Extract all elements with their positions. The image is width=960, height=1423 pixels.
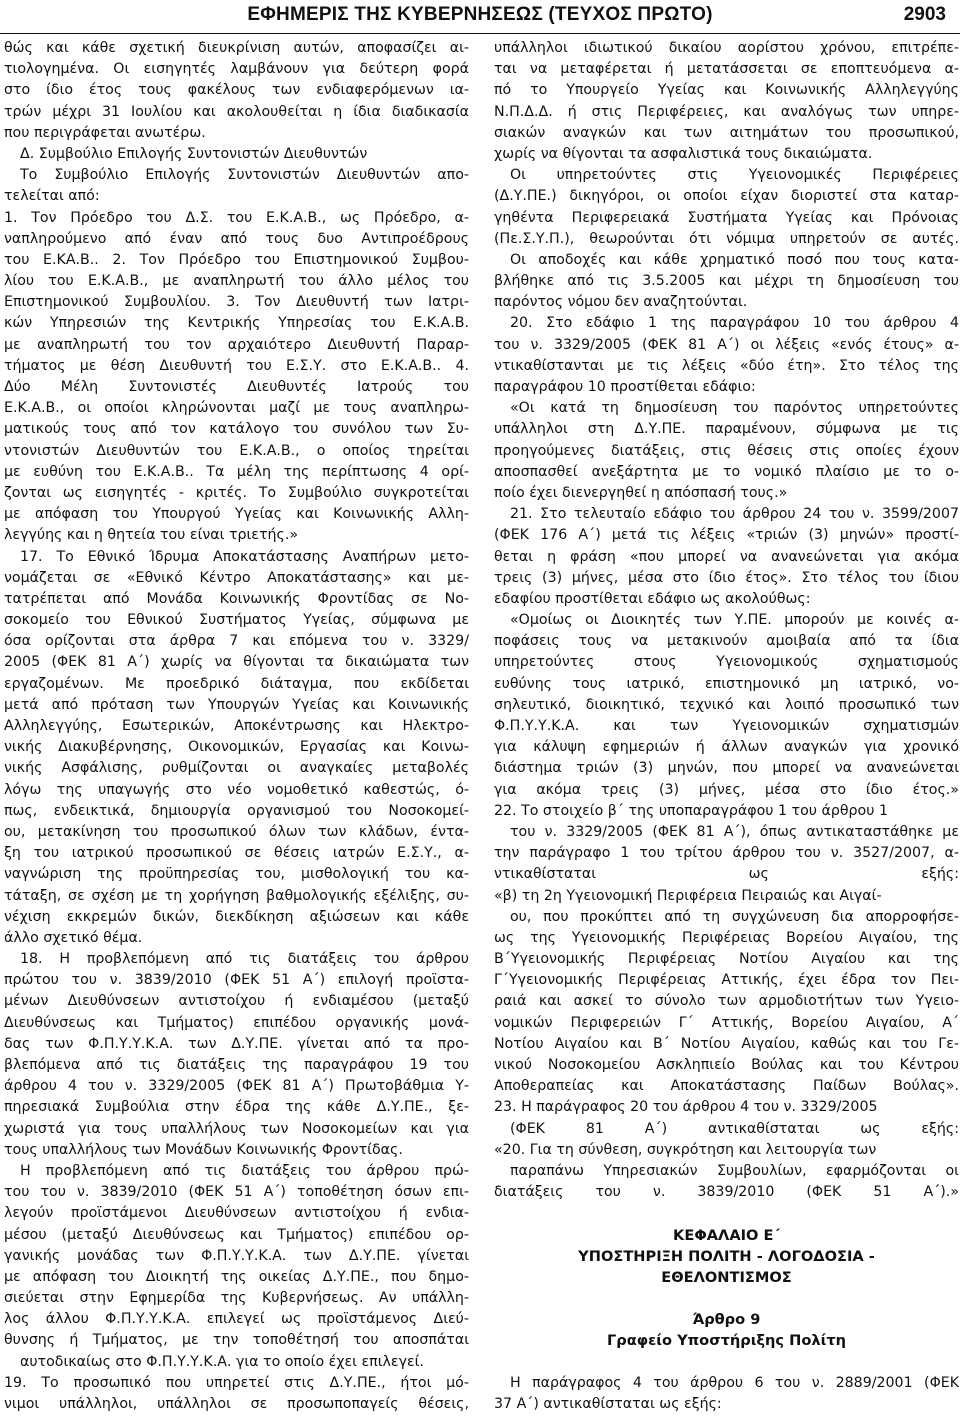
text-line: πρώτου του ν. 3839/2010 (ΦΕΚ 51 Α΄) επιλογή προϊστα- [4, 972, 469, 989]
text-line: νικής Ασφάλισης, ρυθμίζονται οι αναγκαίες μεταβολές [4, 760, 469, 777]
text-line: (ΦΕΚ 81 Α΄) αντικαθίσταται ως εξής: [510, 1120, 959, 1137]
text-line: σιακών αναγκών και των αιτημάτων του προσωπικού, [494, 124, 959, 141]
text-line: 22. Το στοιχείο β΄ της υποπαραγράφου 1 του άρθρου 1 [494, 802, 888, 819]
text-line: στο ίδιο έτος τους φακέλους των ενδιαφερόμενων ια- [4, 82, 469, 99]
spacer [494, 1288, 959, 1309]
text-line: χωρίς να θίγονται τα ασφαλιστικά τους δικαιώματα. [494, 145, 873, 162]
text-line: εργαζομένων. Με προεδρικό διάταγμα, που εκδίδεται [4, 675, 469, 692]
text-line: του Ε.ΚΑ.Β.. 2. Τον Πρόεδρο του Επιστημονικού Συμβου- [4, 251, 469, 268]
text-line: νέχιση εκκρεμών δικών, διεκδίκηση αξιώσεων και κάθε [4, 908, 469, 925]
text-line: λεγγύης και η θητεία του είναι τριετής.» [4, 527, 299, 544]
text-line: για ακόμα τρεις (3) μήνες, μέσα στο ίδιο έτος.» [494, 781, 959, 798]
text-line: 19. Το προσωπικό που υπηρετεί στις Δ.Υ.ΠΕ., ήτοι μό- [4, 1374, 469, 1391]
text-line: διατάξεις του ν. 3839/2010 (ΦΕΚ 51 Α΄).» [494, 1184, 959, 1201]
text-line: 1. Τον Πρόεδρο του Δ.Σ. του Ε.Κ.Α.Β., ως Πρόεδρο, α- [4, 209, 469, 226]
text-line: που περιγράφεται ανωτέρω. [4, 124, 206, 141]
paragraph-line: 37 Α΄) αντικαθίσταται ως εξής: [494, 1396, 722, 1412]
spacer [494, 1352, 959, 1373]
text-line: ντικαθίστανται με τις λέξεις «δύο έτη». Στο τέλος της [494, 357, 959, 374]
text-line: 23. Η παράγραφος 20 του άρθρου 4 του ν. 3329/2005 [494, 1099, 878, 1116]
text-line: νομάζεται σε «Εθνικό Κέντρο Αποκατάστασης» και με- [4, 569, 469, 586]
text-line: λίου του Ε.Κ.Α.Β., με αναπληρωτή του άλλο μέλος του [4, 273, 469, 290]
text-line: (ΦΕΚ 176 Α΄) μετά τις λέξεις «τριών (3) μηνών» προστί- [494, 527, 959, 544]
text-line: (Πε.Σ.Υ.Π.), θεωρούνται ότι νόμιμα υπηρετούν σε αυτές. [494, 230, 959, 247]
text-line: «β) τη 2η Υγειονομική Περιφέρεια Πειραιώς και Αιγαί- [494, 887, 882, 904]
text-line: Ε.Κ.Α.Β., οι οποίοι κληρώνονται μαζί με τους αναπληρω- [4, 400, 469, 417]
text-line: διάστημα τριών (3) μηνών, που μπορεί να ανανεώνεται [494, 760, 959, 777]
text-line: Φ.Π.Υ.Υ.Κ.Α. και των Υγειονομικών σχηματισμών [494, 718, 959, 734]
text-line: ναγνώριση της προϋπηρεσίας του, μισθολογική του κα- [4, 866, 469, 883]
text-line: λεγούν προϊστάμενοι Διευθύνσεων αντιστοίχου ή ενδια- [4, 1205, 469, 1222]
chapter-title: ΥΠΟΣΤΗΡΙΞΗ ΠΟΛΙΤΗ - ΛΟΓΟΔΟΣΙΑ - [578, 1247, 875, 1265]
text-line: πηρεσιακά Συμβούλια στην έδρα της κάθε Δ.Υ.ΠΕ., ξε- [4, 1099, 469, 1116]
text-line: Το Συμβούλιο Επιλογής Συντονιστών Διευθυντών απο- [20, 167, 469, 184]
text-line: του του ν. 3839/2010 (ΦΕΚ 51 Α΄) τοποθέτηση όσων επι- [4, 1184, 469, 1201]
text-line: ραιά και ασκεί το σύνολο των αρμοδιοτήτων των Υγειο- [494, 993, 959, 1010]
text-line: βλεπόμενα από τις διατάξεις της παραγράφου 19 του [4, 1057, 469, 1073]
chapter-title: ΕΘΕΛΟΝΤΙΣΜΟΣ [661, 1268, 792, 1286]
spacer [494, 1203, 959, 1224]
text-line: ποφάσεις τους να μετακινούν αμοιβαία από τα ίδια [494, 633, 959, 650]
text-line: τήματος με θέση Διευθυντή του Ε.Σ.Υ. στο Ε.Κ.Α.Β.. 4. [4, 357, 469, 374]
page-header [0, 0, 960, 36]
text-line: Επιστημονικού Συμβουλίου. 3. Τον Διευθυντή των Ιατρι- [4, 294, 469, 311]
text-line: 2005 (ΦΕΚ 81 Α΄) χωρίς να θίγονται τα δικαιώματα των [4, 654, 469, 671]
text-line: γανικής μονάδας των Φ.Π.Υ.Υ.Κ.Α. των Δ.Υ.ΠΕ. γίνεται [4, 1247, 469, 1264]
text-line: Οι αποδοχές και κάθε χρηματικό ποσό που τους κατα- [510, 251, 959, 268]
text-line: ευθύνης τους ιατρικό, επιστημονικό μη ιατρικό, νο- [494, 675, 959, 692]
text-line: 18. Η προβλεπόμενη από τις διατάξεις του άρθρου [20, 951, 469, 968]
text-line: γηθέντα Περιφερειακά Συστήματα Υγείας και Πρόνοιας [494, 209, 959, 226]
text-line: την παράγραφο 1 του τρίτου άρθρου του ν. 3527/2007, α- [494, 845, 959, 862]
text-line: Η προβλεπόμενη από τις διατάξεις του άρθρου πρώ- [20, 1162, 469, 1179]
text-line: «Οι κατά τη δημοσίευση του παρόντος υπηρετούντες [510, 400, 959, 417]
text-line: άλλο σχετικό θέμα. [4, 929, 143, 946]
text-line: βλήθηκε από τις 3.5.2005 και μέχρι τη δημοσίευση του [494, 273, 959, 290]
text-line: νικού Νοσοκομείου Ασκληπιείο Βούλας και του Κέντρου [494, 1057, 959, 1073]
text-line: μένων Διευθύνσεων αντιστοίχου ή ενδιαμέσου (μεταξύ [4, 993, 469, 1010]
text-line: νομικών Περιφερειών Γ΄ Αττικής, Βορείου Αιγαίου, Α΄ [494, 1014, 959, 1031]
text-line: ντονιστών Διευθυντών του Ε.Κ.Α.Β., ο οποίος τηρείται [4, 442, 469, 459]
text-line: νικής Διακυβέρνησης, Οικονομικών, Εργασίας και Κοινω- [4, 739, 469, 756]
text-line: δας των Φ.Π.Υ.Υ.Κ.Α. των Δ.Υ.ΠΕ. γίνεται από τα προ- [4, 1035, 469, 1052]
text-line: υπάλληλοι στη Δ.Υ.ΠΕ. παραμένουν, σύμφωνα με τις [494, 421, 959, 438]
text-line: πως, ενδεικτικά, δημιουργία οργανισμού του Νοσοκομεί- [4, 802, 469, 819]
text-line: Β΄Υγειονομικής Περιφέρειας Νοτίου Αιγαίου και της [494, 951, 959, 968]
text-line: με ευθύνη του Ε.Κ.Α.Β.. Τα μέλη της περίπτωσης 4 ορί- [4, 463, 469, 480]
right-column [494, 38, 959, 1415]
text-line: για κάλυψη εφημεριών ή άλλων αναγκών για χρονικό [494, 739, 959, 756]
text-line: Οι υπηρετούντες στις Υγειονομικές Περιφέρειες [510, 167, 959, 184]
text-line: λόγω της υπαγωγής στο νέο νομοθετικό καθεστώς, ό- [4, 781, 469, 798]
text-line: με απόφαση του Υπουργού Υγείας και Κοινωνικής Αλλη- [4, 506, 469, 523]
text-line: παραπάνω Υπηρεσιακών Συμβουλίων, εφαρμόζονται οι [510, 1162, 959, 1179]
text-line: με απόφαση του Διοικητή της οικείας Δ.Υ.ΠΕ., που δημο- [4, 1268, 469, 1285]
text-line: σηλευτικό, διοικητικό, τεχνικό και λοιπό προσωπικό των [494, 696, 959, 713]
article-title: Γραφείο Υποστήριξης Πολίτη [606, 1332, 847, 1350]
text-line: πό το Υπουργείο Υγείας και Κοινωνικής Αλληλεγγύης [494, 82, 959, 99]
text-line: 17. Το Εθνικό Ίδρυμα Αποκατάστασης Αναπήρων μετο- [20, 548, 469, 565]
chapter-heading: ΚΕΦΑΛΑΙΟ Ε΄ [673, 1226, 780, 1244]
text-line: Νοτίου Αιγαίου και Β΄ Νοτίου Αιγαίου, καθώς και του Γε- [494, 1035, 959, 1052]
article-number: Άρθρο 9 [692, 1311, 761, 1329]
text-line: προηγούμενες διατάξεις, στις θέσεις στις οποίες έχουν [494, 442, 959, 459]
paragraph-line: Η παράγραφος 4 του άρθρου 6 του ν. 2889/2001 (ΦΕΚ [510, 1374, 959, 1391]
text-line: παρόντος νόμου δεν αναζητούνται. [494, 294, 748, 311]
text-line: «Ομοίως οι Διοικητές των Υ.ΠΕ. μπορούν με κοινές α- [510, 612, 959, 629]
text-line: μέσου (μεταξύ Διευθύνσεως και Τμήματος) επιπέδου ορ- [4, 1226, 469, 1243]
text-line: Αλληλεγγύης, Εσωτερικών, Αποκέντρωσης και Ηλεκτρο- [4, 718, 469, 734]
left-column [4, 38, 469, 1415]
text-line: αποσπασθεί ανεξάρτητα με το νομικό πλαίσιο με το ο- [494, 463, 959, 480]
text-line: τρών μέχρι 31 Ιουλίου και ακολουθείται η ίδια διαδικασία [4, 103, 469, 120]
text-line: Δύο Μέλη Συντονιστές Διευθυντές Ιατρούς του [4, 379, 469, 395]
text-line: τελείται από: [4, 188, 100, 205]
text-line: ται να μεταφέρεται ή μετατάσσεται σε εποπτευόμενα α- [494, 61, 959, 78]
text-line: σιεύεται στην Εφημερίδα της Κυβερνήσεως. Αν υπάλλη- [4, 1290, 469, 1307]
text-line: ου, μετακίνηση του προσωπικού όλων των κλάδων, έντα- [4, 823, 469, 840]
text-line: ζονται ως εισηγητές - κριτές. Το Συμβούλιο συγκροτείται [4, 484, 469, 501]
text-line: θυνσης ή Τμήματος, με την τοποθέτησή του αποσπάται [4, 1332, 469, 1349]
text-line: παραγράφου 10 προστίθεται εδάφιο: [494, 379, 756, 395]
text-line: Ν.Π.Δ.Δ. ή στις Περιφέρειες, και αναλόγως των υπηρε- [494, 103, 959, 120]
text-line: 21. Στο τελευταίο εδάφιο του άρθρου 24 του ν. 3599/2007 [510, 506, 959, 523]
page-number: 2903 [903, 4, 946, 25]
text-line: τάταξη, σε σχέση με τη χορήγηση βαθμολογικής εξέλιξης, συ- [4, 887, 469, 904]
text-line: ποίο έχει διενεργηθεί η απόσπασή τους.» [494, 484, 788, 501]
text-line: με αναπληρωτή του τον αρχαιότερο Διευθυντή Παραρ- [4, 336, 469, 353]
text-line: «20. Για τη σύνθεση, συγκρότηση και λειτουργία των [494, 1141, 877, 1158]
text-line: όσα ορίζονται στα άρθρα 7 και επόμενα του ν. 3329/ [4, 633, 469, 650]
text-line: του ν. 3329/2005 (ΦΕΚ 81 Α΄), όπως αντικαταστάθηκε με [510, 823, 959, 840]
text-line: εδαφίου προστίθεται εδάφιο ως ακολούθως: [494, 590, 811, 607]
text-line: ου, που προκύπτει από τη συγχώνευση δια απορροφήσε- [510, 908, 959, 925]
header-rule [0, 33, 960, 34]
text-line: λος άλλου Φ.Π.Υ.Υ.Κ.Α. επιλεγεί ως προϊστάμενος Διεύ- [4, 1311, 469, 1328]
gazette-title: ΕΦΗΜΕΡΙΣ ΤΗΣ ΚΥΒΕΡΝΗΣΕΩΣ (ΤΕΥΧΟΣ ΠΡΩΤΟ) [247, 4, 713, 25]
text-line: τατρέπεται από Μονάδα Κοινωνικής Φροντίδας σε Νο- [4, 590, 469, 607]
text-line: τους υπαλλήλους των Μονάδων Κοινωνικής Φροντίδας. [4, 1141, 403, 1158]
text-line: μετά από πρόταση των Υπουργών Υγείας και Κοινωνικής [4, 696, 469, 713]
text-line: κών Υπηρεσιών της Κεντρικής Υπηρεσίας του Ε.Κ.Α.Β. [4, 315, 469, 332]
text-line: 20. Στο εδάφιο 1 της παραγράφου 10 του άρθρου 4 [510, 315, 959, 332]
text-line: θεται η φράση «που μπορεί να ανανεώνεται για ακόμα [494, 548, 959, 565]
text-line: ντικαθίσταται ως εξής: [494, 866, 959, 883]
text-line: σοκομείο του Εθνικού Συστήματος Υγείας, σύμφωνα με [4, 612, 469, 629]
text-line: Διευθύνσεως και Τμήματος) επιπέδου οργανικής μονά- [4, 1014, 469, 1031]
text-line: Γ΄Υγειονομικής Περιφέρειας Αττικής, έχει έδρα τον Πει- [494, 972, 959, 989]
text-line: τιολογημένα. Οι εισηγητές λαμβάνουν για δεύτερη φορά [4, 61, 469, 78]
text-line: άρθρου 4 του ν. 3329/2005 (ΦΕΚ 81 Α΄) Πρωτοβάθμια Υ- [4, 1078, 469, 1095]
text-line: Δ. Συμβούλιο Επιλογής Συντονιστών Διευθυντών [20, 145, 368, 162]
text-line: τρεις (3) μήνες, μέσα στο ίδιο έτος». Στο τέλος του ίδιου [494, 569, 959, 586]
text-line: Αποθεραπείας και Αποκατάστασης Παίδων Βούλας». [494, 1078, 959, 1095]
text-line: του ν. 3329/2005 (ΦΕΚ 81 Α΄) οι λέξεις «ενός έτους» α- [494, 336, 959, 353]
text-line: υπηρετούντες στους Υγειονομικούς σχηματισμούς [494, 654, 959, 671]
text-line: (Δ.Υ.ΠΕ.) δικηγόροι, οι οποίοι είχαν διοριστεί στα καταρ- [494, 188, 959, 205]
text-line: θώς και κάθε σχετική διευκρίνιση αυτών, αποφασίζει αι- [4, 40, 469, 56]
text-line: χωριστά για τους υπαλλήλους των Νοσοκομείων και για [4, 1120, 469, 1137]
text-line: υπάλληλοι ιδιωτικού δικαίου αορίστου χρόνου, επιτρέπε- [494, 40, 959, 56]
text-line: ως της Υγειονομικής Περιφέρειας Βορείου Αιγαίου, της [494, 929, 959, 946]
text-line: νιμοι υπάλληλοι, υπάλληλοι σε προσωποπαγείς θέσεις, [4, 1396, 469, 1412]
text-line: ματικούς τους από τον κατάλογο του συνόλου των Συ- [4, 421, 469, 438]
text-line: ξη του ιατρικού προσωπικού σε θέσεις ιατρών Ε.Σ.Υ., α- [4, 845, 469, 862]
text-line: ναπληρούμενο από έναν από τους δυο Αντιπροέδρους [4, 230, 469, 247]
text-line: αυτοδικαίως στο Φ.Π.Υ.Υ.Κ.Α. για το οποίο έχει επιλεγεί. [20, 1353, 424, 1370]
